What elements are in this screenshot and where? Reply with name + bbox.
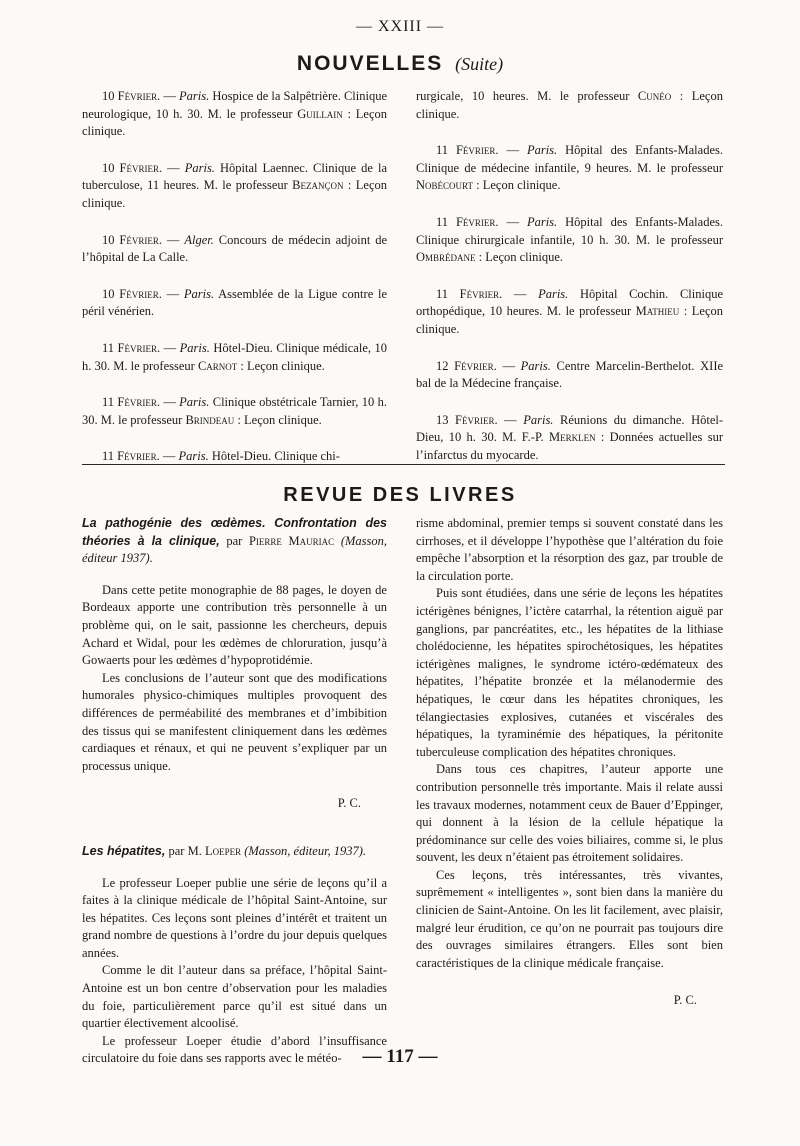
news-city: Paris.: [526, 143, 558, 158]
news-professor: Merklen: [548, 430, 596, 445]
book2-paragraph: Le professeur Loeper étudie d’abord l’insuffisance circulatoire du foie dans ses rapports avec le météo-: [82, 1033, 387, 1066]
books-column-left: [82, 515, 387, 1068]
news-text: Hôpital des Enfants-Malades. Clinique de médecine infantile, 9 heures. M. le professeur: [416, 143, 723, 175]
book2-paragraph: Le professeur Loeper publie une série de leçons qu’il a faites à la clinique médicale de l’hôpital Saint-Antoine, sur les hépatites. Ces leçons sont pleines d’intérêt et traitent un grand nombre de questions à l’ordre du jour depuis quelques années.: [82, 875, 387, 960]
news-text: Clinique obstétricale Tarnier, 10 h. 30. M. le professeur: [82, 395, 387, 427]
book2-paragraph: Dans tous ces chapitres, l’auteur apporte une contribution personnelle très importante. Mais il relate aussi les travaux modernes, notamment ceux de Bauer d’Eppinger, qui donnent à la lésion de la cellule hépatique la prédominance sur celle des voies biliaires, comme si, le plus souvent, les deux n’étaient pas étroitement solidaires.: [416, 762, 723, 865]
news-item: 10 Février. — Paris. Hôpital Laennec. Clinique de la tuberculose, 11 heures. M. le professeur Bezançon : Leçon clinique.: [82, 160, 387, 210]
book2-title: Les hépatites,: [82, 843, 166, 858]
book1-signature: P. C.: [337, 796, 361, 811]
nouvelles-suite: (Suite): [455, 54, 504, 74]
news-date: 11 Février.: [436, 286, 503, 301]
news-after: : Leçon clinique.: [82, 106, 387, 139]
news-professor: Brindeau: [185, 412, 235, 427]
news-text: Hôpital des Enfants-Malades. Clinique chirurgicale infantile, 10 h. 30. M. le professeur: [416, 214, 723, 247]
news-date: 10 Février.: [102, 232, 162, 247]
news-text: Hôpital Laennec. Clinique de la tuberculose, 11 heures. M. le professeur: [82, 160, 387, 193]
news-professor: Guillain: [297, 106, 343, 121]
news-after: : Données actuelles sur l’infarctus du myocarde.: [416, 430, 724, 462]
revue-heading: REVUE DES LIVRES: [283, 484, 517, 506]
book2-paragraph: risme abdominal, premier temps si souvent constaté dans les cirrhoses, et il développe l’hypothèse que l’altération du foie empêche l’absorption et la résorption des gaz, par trouble de la circulation porte.: [416, 516, 723, 583]
page-number: — 117 —: [362, 1046, 438, 1067]
book1-paragraph: Dans cette petite monographie de 88 pages, le doyen de Bordeaux apporte une contribution très personnelle à un problème qui, on le sait, passionne les chercheurs, depuis Achard et Widal, pour les œdèmes de chloruration, jusqu’à Gowaerts pour les œdèmes d’hypoprotidémie.: [82, 582, 387, 668]
news-after: : Leçon clinique.: [473, 178, 561, 193]
news-item: 11 Février. — Paris. Hôtel-Dieu. Clinique chi-: [102, 449, 340, 464]
news-after: : Leçon clinique.: [237, 358, 325, 373]
news-item: 11 Février. — Paris. Hôpital Cochin. Clinique orthopédique, 10 heures. M. le professeur Mathieu : Leçon clinique.: [416, 286, 724, 336]
news-city: Paris.: [183, 286, 215, 301]
book2-author: Loeper: [204, 843, 242, 858]
news-date: 13 Février.: [436, 412, 498, 427]
news-item: 11 Février. — Paris. Hôpital des Enfants-Malades. Clinique de médecine infantile, 9 heures. M. le professeur Nobécourt : Leçon clinique.: [416, 143, 723, 193]
news-after: : Leçon clinique.: [234, 412, 322, 427]
news-column-right: [416, 88, 723, 484]
book2-paragraph: Comme le dit l’auteur dans sa préface, l’hôpital Saint-Antoine est un bon centre d’observation pour les maladies du foie, particulièrement parce qu’il est situé dans un quartier électivement alcoolisé.: [82, 963, 387, 1031]
news-city: Paris.: [184, 160, 215, 175]
news-city: Paris.: [179, 395, 210, 410]
news-text: Hôtel-Dieu. Clinique médicale, 10 h. 30. M. le professeur: [82, 340, 387, 373]
news-date: 11 Février.: [436, 143, 499, 158]
news-professor: Mathieu: [635, 304, 680, 319]
news-column-left: [82, 88, 387, 485]
news-text: Réunions du dimanche. Hôtel-Dieu, 10 h. 30. M. F.-P.: [416, 412, 723, 445]
book1-paragraph: Les conclusions de l’auteur sont que des modifications humorales physico-chimiques multiples provoquent des différences de perméabilité des membranes et d’imbibition des tissus qui se manifestent cliniquement dans les œdèmes cardiaques et rénaux, et qui ne peuvent s’expliquer par un processus unique.: [82, 670, 387, 773]
news-item: 11 Février. — Paris. Hôpital des Enfants-Malades. Clinique chirurgicale infantile, 10 h. 30. M. le professeur Ombrédane : Leçon clinique.: [416, 214, 723, 265]
news-item: 11 Février. — Paris. Clinique obstétricale Tarnier, 10 h. 30. M. le professeur Brindeau : Leçon clinique.: [82, 395, 387, 427]
news-date: 10 Février.: [102, 89, 161, 103]
news-city: Alger.: [184, 232, 214, 247]
news-date: 11 Février.: [436, 214, 499, 229]
section-divider: [82, 464, 725, 465]
nouvelles-heading: [0, 52, 800, 76]
news-city: Paris.: [179, 89, 210, 103]
news-date: 10 Février.: [102, 160, 163, 175]
book2-paragraph: Puis sont étudiées, dans une série de leçons les hépatites ictérigènes bénignes, l’ictère catarrhal, la rétention aiguë par ganglions, par pancréatites, etc., les hépatites de la lithiase cholédocienne, les hépatites spirochétosiques, les hépatites ictérigènes malignes, le syndrome ictéro-œdémateux des hépatites, l’hépatite bronzée et la mélanodermie des hépatiques, le cœur dans les hépatites chroniques, les télangiectasies explosives, cutanées et viscérales des hépatiques, la tyraminémie des hépatiques, la péritonite tuberculeuse complication des hépatites chroniques.: [416, 586, 723, 759]
book2-publisher: (Masson, éditeur, 1937).: [244, 843, 367, 858]
news-professor: Carnot: [197, 358, 238, 373]
news-city: Paris.: [520, 358, 551, 373]
book2-header: Les hépatites, par M. Loeper (Masson, éditeur, 1937).: [82, 843, 367, 858]
nouvelles-title: NOUVELLES: [296, 52, 444, 75]
book2-paragraph: Ces leçons, très intéressantes, très vivantes, suprêmement « intelligentes », sont bien dans la manière du clinicien de Saint-Antoine. On les lit facilement, avec plaisir, malgré leur érudition, ce qu’on ne pourrait pas toujours dire des ouvrages similaires étrangers. Elles sont bien caractéristiques de la clinique médicale française.: [416, 867, 723, 970]
book1-header: La pathogénie des œdèmes. Confrontation des théories à la clinique, par Pierre Mauriac (Masson, éditeur 1937).: [82, 516, 388, 566]
page-header-roman: — XXIII —: [355, 18, 445, 35]
news-item: 10 Février. — Paris. Assemblée de la Ligue contre le péril vénérien.: [82, 286, 388, 319]
news-text: Hospice de la Salpêtrière. Clinique neurologique, 10 h. 30. M. le professeur: [82, 89, 388, 121]
news-professor: Bezançon: [292, 178, 344, 193]
news-date: 10 Février.: [102, 286, 162, 301]
news-after: : Leçon clinique.: [416, 304, 723, 336]
news-date: 11 Février.: [102, 395, 160, 410]
news-after: : Leçon clinique.: [475, 250, 564, 265]
news-text: Hôpital Cochin. Clinique orthopédique, 10 heures. M. le professeur: [416, 286, 724, 319]
book2-signature: P. C.: [673, 993, 697, 1008]
news-date: 12 Février.: [436, 358, 497, 373]
news-professor: Ombrédane: [416, 250, 476, 265]
news-date: 11 Février.: [102, 449, 160, 464]
news-text: Hôtel-Dieu. Clinique chi-: [211, 449, 340, 464]
news-item: 13 Février. — Paris. Réunions du dimanche. Hôtel-Dieu, 10 h. 30. M. F.-P. Merklen : Données actuelles sur l’infarctus du myocarde.: [416, 412, 724, 462]
news-after: : Leçon clinique.: [82, 178, 387, 210]
book1-publisher: (Masson, éditeur 1937).: [82, 533, 388, 566]
news-text: Centre Marcelin-Berthelot. XIIe bal de la Médecine française.: [416, 358, 724, 391]
news-item-continuation: rurgicale, 10 heures. M. le professeur Cunéo : Leçon clinique.: [416, 89, 723, 121]
news-item: 10 Février. — Alger. Concours de médecin adjoint de l’hôpital de La Calle.: [82, 232, 388, 265]
news-item: 12 Février. — Paris. Centre Marcelin-Berthelot. XIIe bal de la Médecine française.: [416, 358, 724, 391]
book1-title: La pathogénie des œdèmes. Confrontation des théories à la clinique,: [82, 516, 387, 548]
book1-author: Pierre Mauriac: [248, 533, 335, 548]
news-text: Assemblée de la Ligue contre le péril vénérien.: [82, 286, 388, 319]
news-city: Paris.: [523, 412, 554, 427]
news-professor: Nobécourt: [416, 178, 473, 193]
news-item: 11 Février. — Paris. Hôtel-Dieu. Clinique médicale, 10 h. 30. M. le professeur Carnot : Leçon clinique.: [82, 340, 387, 373]
news-text: Concours de médecin adjoint de l’hôpital de La Calle.: [82, 232, 388, 265]
news-city: Paris.: [178, 449, 209, 464]
news-city: Paris.: [526, 214, 558, 229]
news-date: 11 Février.: [102, 340, 161, 355]
news-city: Paris.: [538, 286, 569, 301]
news-item: 10 Février. — Paris. Hospice de la Salpêtrière. Clinique neurologique, 10 h. 30. M. le professeur Guillain : Leçon clinique.: [82, 89, 388, 139]
books-column-right: [416, 515, 723, 1040]
news-city: Paris.: [179, 340, 210, 355]
